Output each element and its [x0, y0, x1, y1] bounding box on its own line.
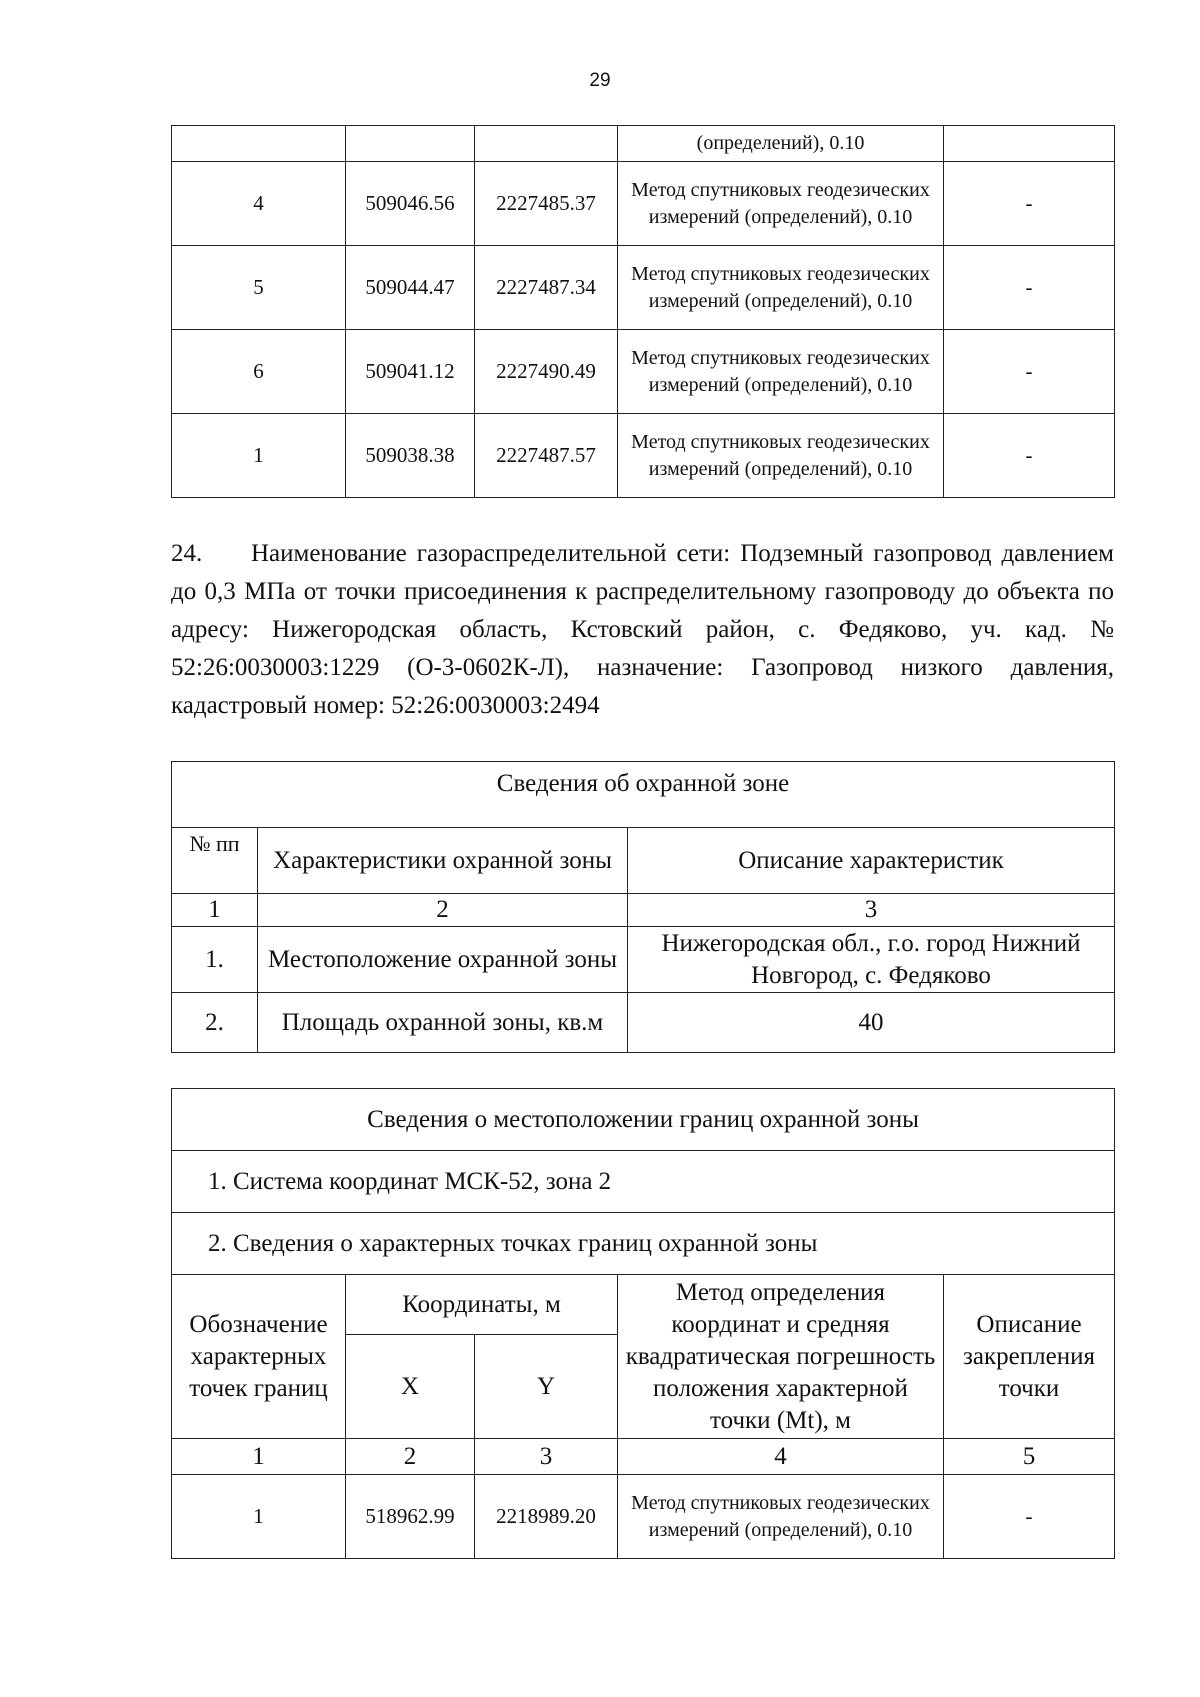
- header-y: Y: [475, 1335, 618, 1439]
- table-row: [172, 246, 1115, 330]
- point-cell: 1: [172, 1475, 346, 1559]
- table-row: [172, 993, 1115, 1053]
- header-description: Описание закрепления точки: [944, 1275, 1115, 1439]
- table-title-row: [172, 1089, 1115, 1151]
- table-header-row: [172, 828, 1115, 894]
- description-cell: -: [944, 414, 1115, 498]
- x-cell: [346, 126, 475, 162]
- index-cell: 2: [346, 1439, 475, 1475]
- table-header-row: [172, 1275, 1115, 1335]
- x-cell: 509041.12: [346, 330, 475, 414]
- method-cell: Метод спутниковых геодезических измерений (определений), 0.10: [618, 162, 944, 246]
- points-title-row: [172, 1213, 1115, 1275]
- point-cell: [172, 126, 346, 162]
- method-cell: Метод спутниковых геодезических измерений (определений), 0.10: [618, 1475, 944, 1559]
- index-cell: 1: [172, 894, 258, 927]
- index-cell: 2: [258, 894, 628, 927]
- point-cell: 6: [172, 330, 346, 414]
- table-title-row: [172, 762, 1115, 828]
- description-cell: -: [944, 1475, 1115, 1559]
- description-cell: [944, 126, 1115, 162]
- y-cell: 2227485.37: [475, 162, 618, 246]
- table-row: [172, 1475, 1115, 1559]
- point-cell: 1: [172, 414, 346, 498]
- index-cell: 3: [628, 894, 1115, 927]
- table-title: Сведения об охранной зоне: [172, 762, 1115, 828]
- table-title: Сведения о местоположении границ охранной зоны: [172, 1089, 1115, 1151]
- table-index-row: [172, 1439, 1115, 1475]
- coordinate-system: 1. Система координат МСК-52, зона 2: [172, 1151, 1115, 1213]
- boundaries-table: [171, 1088, 1115, 1559]
- method-cell: Метод спутниковых геодезических измерений (определений), 0.10: [618, 246, 944, 330]
- x-cell: 509038.38: [346, 414, 475, 498]
- x-cell: 518962.99: [346, 1475, 475, 1559]
- y-cell: 2227487.57: [475, 414, 618, 498]
- row-value: Нижегородская обл., г.о. город Нижний Новгород, с. Федяково: [628, 927, 1115, 993]
- index-cell: 3: [475, 1439, 618, 1475]
- index-cell: 4: [618, 1439, 944, 1475]
- header-point: Обозначение характерных точек границ: [172, 1275, 346, 1439]
- header-description: Описание характеристик: [628, 828, 1115, 894]
- row-number: 2.: [172, 993, 258, 1053]
- table-row: [172, 330, 1115, 414]
- points-title: 2. Сведения о характерных точках границ охранной зоны: [172, 1213, 1115, 1275]
- x-cell: 509044.47: [346, 246, 475, 330]
- page-number: 29: [589, 70, 611, 91]
- y-cell: 2218989.20: [475, 1475, 618, 1559]
- header-method: Метод определения координат и средняя квадратическая погрешность положения характерной точки (Mt), м: [618, 1275, 944, 1439]
- table-row: [172, 927, 1115, 993]
- point-cell: 5: [172, 246, 346, 330]
- row-name: Площадь охранной зоны, кв.м: [258, 993, 628, 1053]
- method-cell: (определений), 0.10: [618, 126, 944, 162]
- y-cell: 2227487.34: [475, 246, 618, 330]
- method-cell: Метод спутниковых геодезических измерений (определений), 0.10: [618, 330, 944, 414]
- protection-zone-table: [171, 761, 1115, 1053]
- header-coordinates: Координаты, м: [346, 1275, 618, 1335]
- table-row: [172, 162, 1115, 246]
- row-value: 40: [628, 993, 1115, 1053]
- header-x: X: [346, 1335, 475, 1439]
- index-cell: 5: [944, 1439, 1115, 1475]
- section-number: 24.: [171, 540, 203, 567]
- x-cell: 509046.56: [346, 162, 475, 246]
- description-cell: -: [944, 162, 1115, 246]
- header-characteristics: Характеристики охранной зоны: [258, 828, 628, 894]
- section-text: Наименование газораспределительной сети: Подземный газопровод давлением до 0,3 МПа от точки присоединения к распределительному газопроводу до объекта по адресу: Нижегородская область, Кстовский район, с. Федяково, уч. кад. № 52:26:0030003:1229 (О-3-0602К-Л), назначение: Газопровод низкого давления, кадастровый номер: 52:26:0030003:2494: [171, 540, 1114, 719]
- description-cell: -: [944, 330, 1115, 414]
- table-row: [172, 126, 1115, 162]
- description-cell: -: [944, 246, 1115, 330]
- table-index-row: [172, 894, 1115, 927]
- header-number: № пп: [172, 828, 258, 894]
- coordinates-table-continued: [171, 125, 1115, 498]
- point-cell: 4: [172, 162, 346, 246]
- row-name: Местоположение охранной зоны: [258, 927, 628, 993]
- y-cell: 2227490.49: [475, 330, 618, 414]
- coordinate-system-row: [172, 1151, 1115, 1213]
- y-cell: [475, 126, 618, 162]
- section-paragraph: [171, 535, 1114, 725]
- table-row: [172, 414, 1115, 498]
- row-number: 1.: [172, 927, 258, 993]
- index-cell: 1: [172, 1439, 346, 1475]
- method-cell: Метод спутниковых геодезических измерений (определений), 0.10: [618, 414, 944, 498]
